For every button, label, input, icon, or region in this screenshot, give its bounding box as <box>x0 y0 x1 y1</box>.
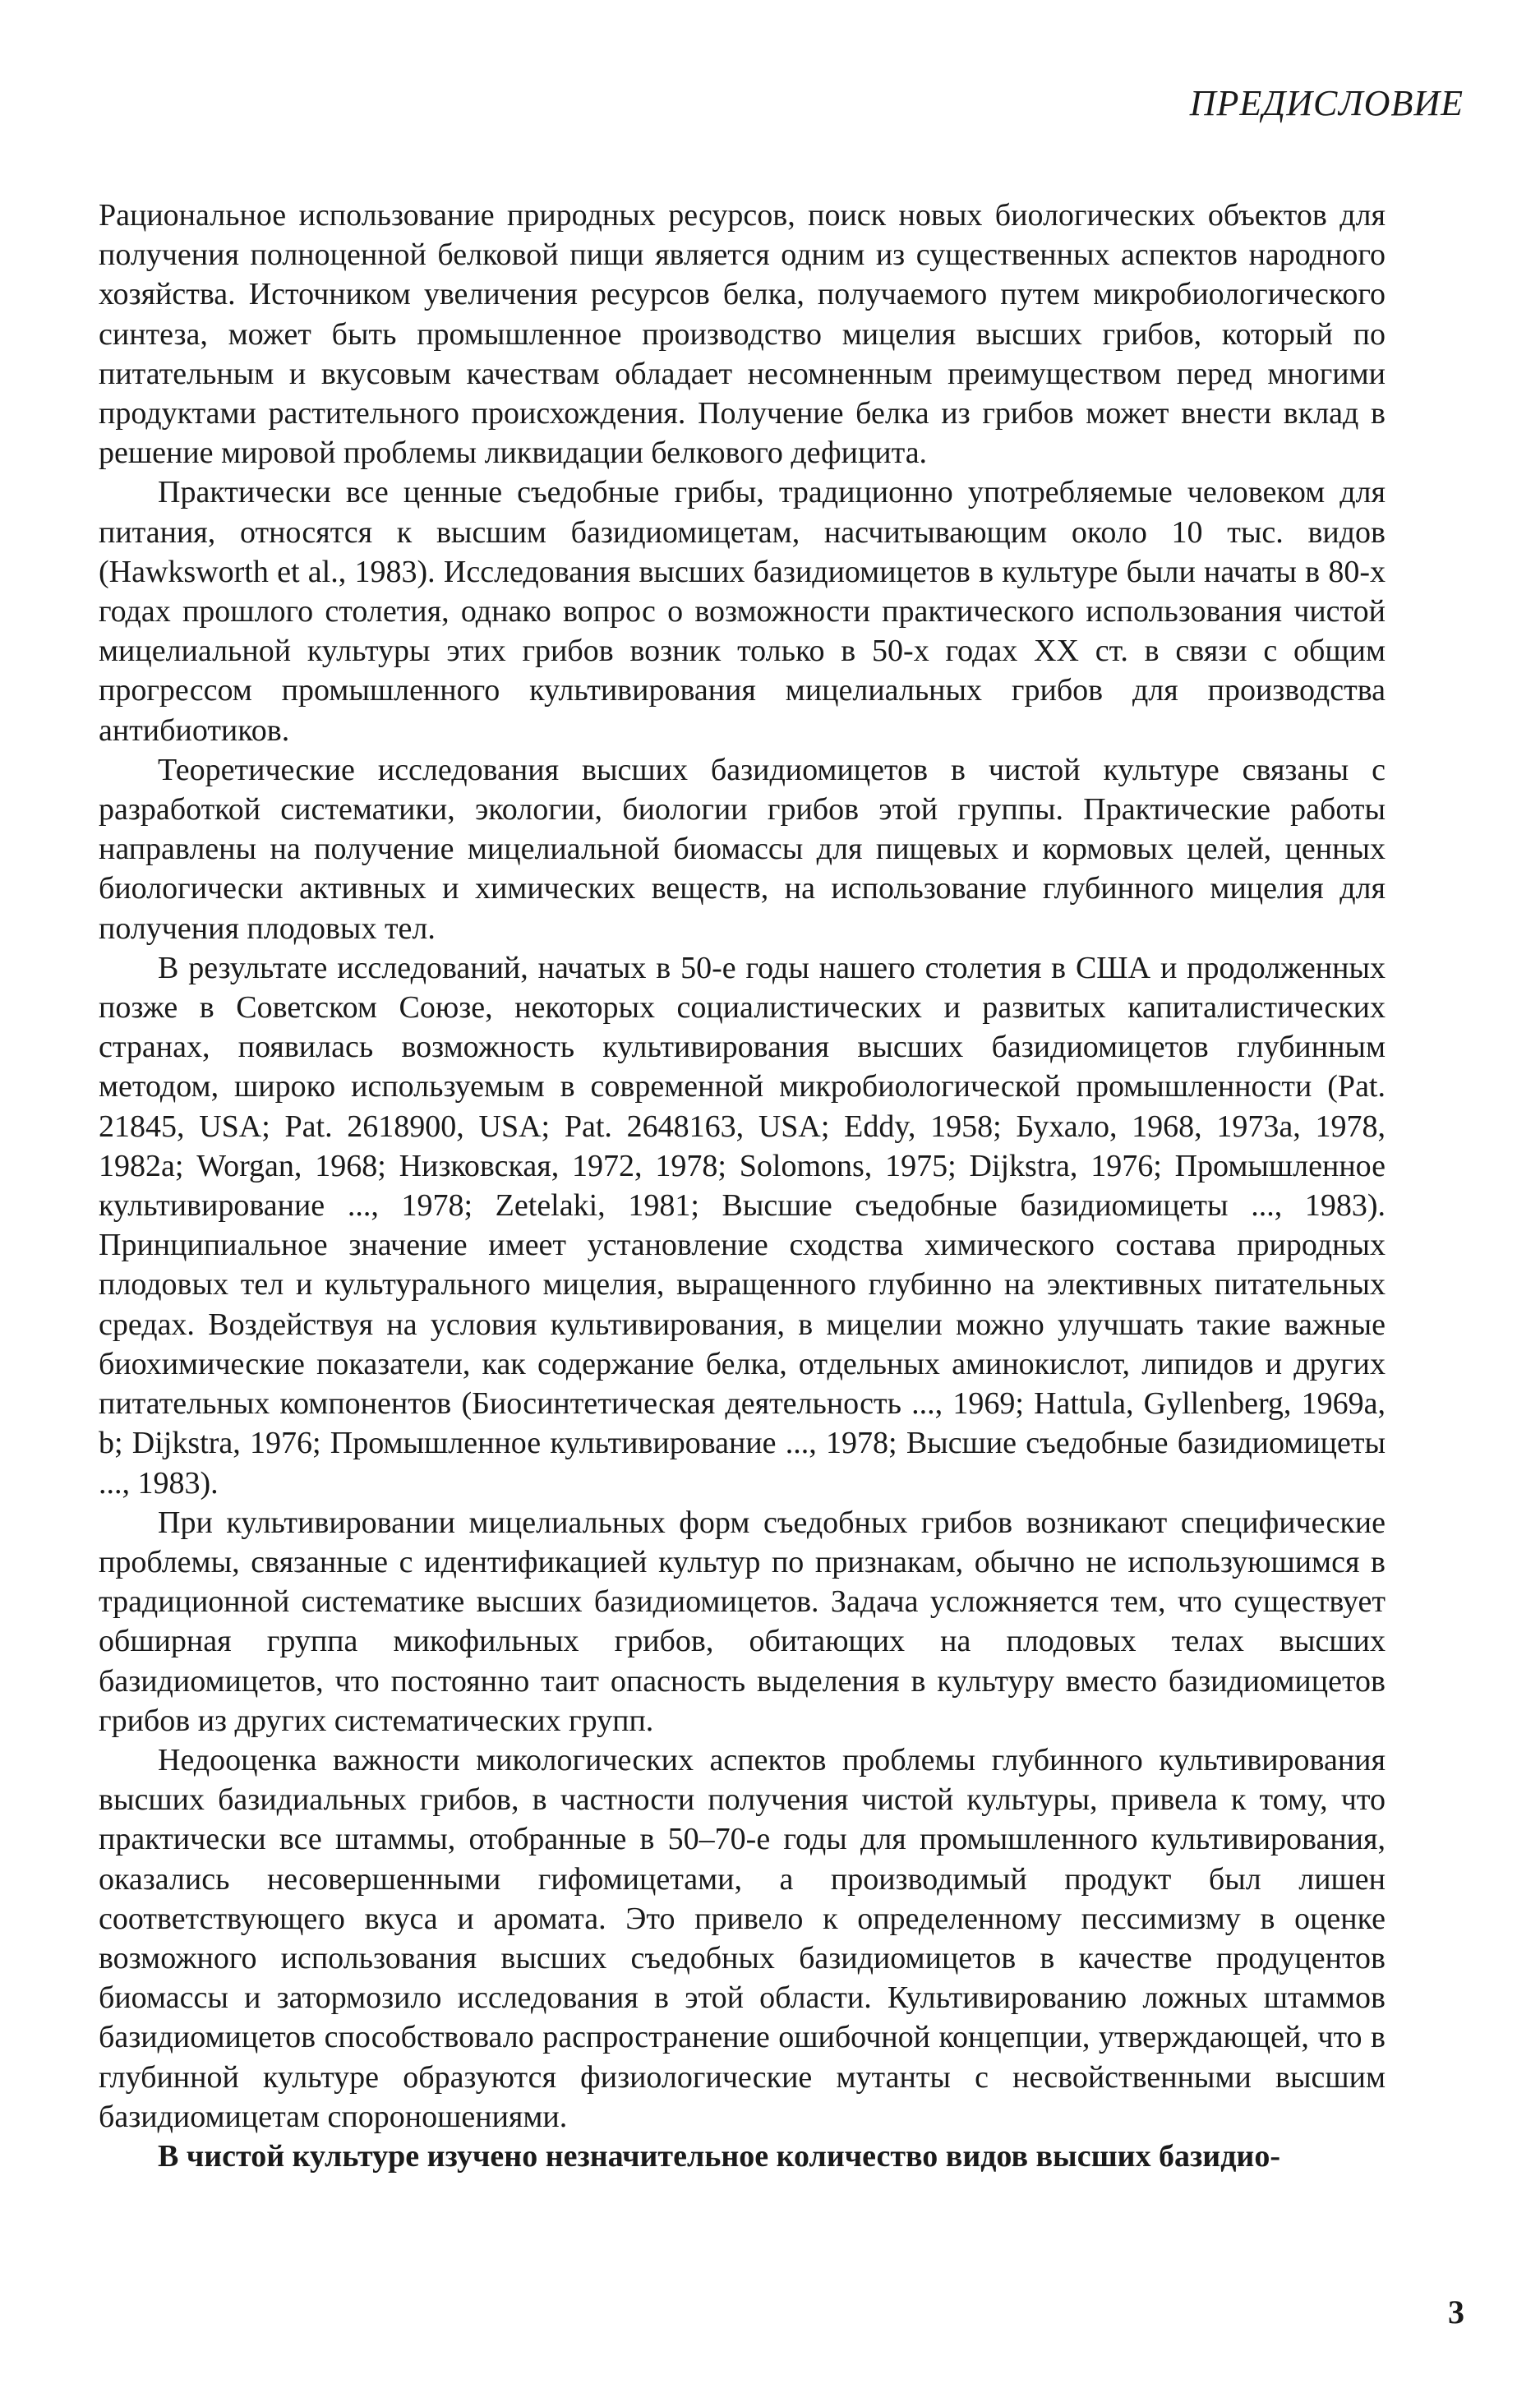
page-header-title: ПРЕДИСЛОВИЕ <box>1189 83 1464 123</box>
paragraph-7: В чистой культуре изучено незначительное количество видов высших базидио- <box>158 2138 1280 2174</box>
body-text <box>99 196 1386 2176</box>
paragraph-4: В результате исследований, начатых в 50-е годы нашего столетия в США и продолженных позже в Советском Союзе, некоторых социалистических и развитых капиталистических странах, появилась возможность культивирования высших базидиомицетов глубинным методом, широко используемым в современной микробиологической промышленности (Pat. 21845, USA; Pat. 2618900, USA; Pat. 2648163, USA; Eddy, 1958; Бухало, 1968, 1973а, 1978, 1982а; Worgan, 1968; Низковская, 1972, 1978; Solomons, 1975; Dijkstra, 1976; Промышленное культивирование ..., 1978; Zetelaki, 1981; Высшие съедобные базидиомицеты ..., 1983). Принципиальное значение имеет установление сходства химического состава природных плодовых тел и культурального мицелия, выращенного глубинно на элективных питательных средах. Воздействуя на условия культивирования, в мицелии можно улучшать такие важные биохимические показатели, как содержание белка, отдельных аминокислот, липидов и других питательных компонентов (Биосинтетическая деятельность ..., 1969; Hattula, Gyllenberg, 1969а, b; Dijkstra, 1976; Промышленное культивирование ..., 1978; Высшие съедобные базидиомицеты ..., 1983). <box>99 950 1386 1501</box>
paragraph-6: Недооценка важности микологических аспектов проблемы глубинного культивирования высших базидиальных грибов, в частности получения чистой культуры, привела к тому, что практически все штаммы, отобранные в 50–70-е годы для промышленного культивирования, оказались несовершенными гифомицетами, а производимый продукт был лишен соответствующего вкуса и аромата. Это привело к определенному пессимизму в оценке возможного использования высших съедобных базидиомицетов в качестве продуцентов биомассы и затормозило исследования в этой области. Культивированию ложных штаммов базидиомицетов способствовало распространение ошибочной концепции, утверждающей, что в глубинной культуре образуются физиологические мутанты с несвойственными высшим базидиомицетам спороношениями. <box>99 1742 1386 2134</box>
paragraph-3: Теоретические исследования высших базидиомицетов в чистой культуре связаны с разработкой систематики, экологии, биологии грибов этой группы. Практические работы направлены на получение мицелиальной биомассы для пищевых и кормовых целей, ценных биологически активных и химических веществ, на использование глубинного мицелия для получения плодовых тел. <box>99 752 1386 946</box>
paragraph-5: При культивировании мицелиальных форм съедобных грибов возникают специфические проблемы, связанные с идентификацией культур по признакам, обычно не используюшимся в традиционной систематике высших базидиомицетов. Задача усложняется тем, что существует обширная группа микофильных грибов, обитающих на плодовых телах высших базидиомицетов, что постоянно таит опасность выделения в культуру вместо базидиомицетов грибов из других систематических групп. <box>99 1505 1386 1738</box>
paragraph-1: Рациональное использование природных ресурсов, поиск новых биологических объектов для получения полноценной белковой пищи является одним из существенных аспектов народного хозяйства. Источником увеличения ресурсов белка, получаемого путем микробиологического синтеза, может быть промышленное производство мицелия высших грибов, который по питательным и вкусовым качествам обладает несомненным преимуществом перед многими продуктами растительного происхождения. Получение белка из грибов может внести вклад в решение мировой проблемы ликвидации белкового дефицита. <box>99 198 1386 471</box>
page-number: 3 <box>1448 2294 1464 2331</box>
paragraph-2: Практически все ценные съедобные грибы, традиционно употребляемые человеком для питания, относятся к высшим базидиомицетам, насчитывающим около 10 тыс. видов (Hawksworth et al., 1983). Исследования высших базидиомицетов в культуре были начаты в 80-х годах прошлого столетия, однако вопрос о возможности практического использования чистой мицелиальной культуры этих грибов возник только в 50-х годах XX ст. в связи с общим прогрессом промышленного культивирования мицелиальных грибов для производства антибиотиков. <box>99 475 1386 748</box>
